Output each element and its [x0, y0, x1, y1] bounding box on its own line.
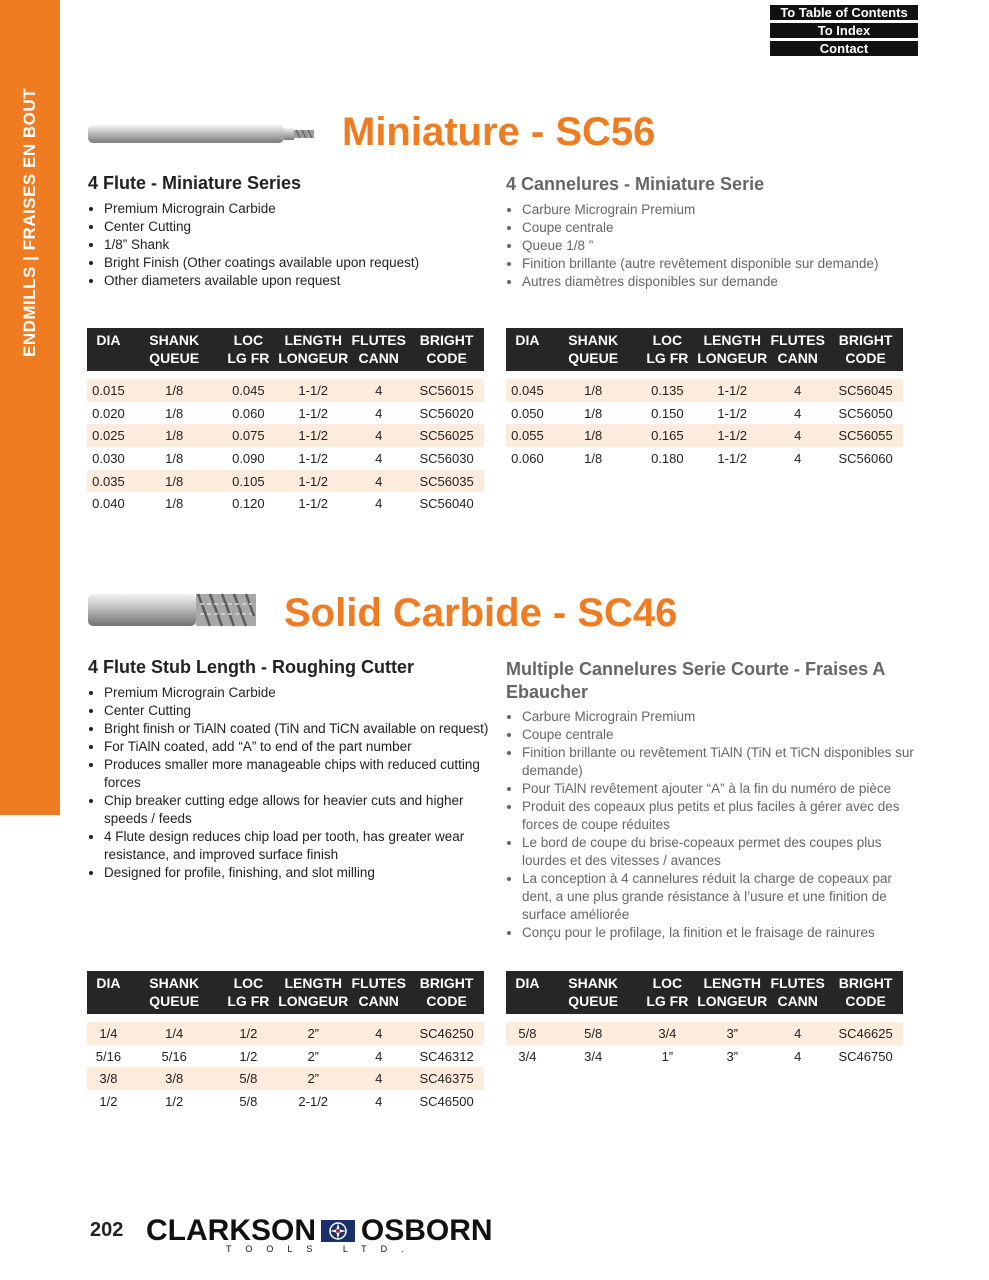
cell-length: 2-1/2 [298, 1093, 329, 1109]
feature-item: • La conception à 4 cannelures réduit la charge de copeaux par dent, a une plus grande résistance à l’usure et une finition de surface améliorée [522, 870, 922, 924]
col-flutes [767, 971, 828, 1014]
cell-flutes: 4 [348, 424, 409, 447]
col-loc [638, 328, 698, 371]
header-label: CODE [845, 993, 886, 1009]
cell-code: SC56050 [838, 405, 893, 421]
header-label: BRIGHT [838, 332, 893, 348]
header-label: LG FR [227, 993, 270, 1009]
cell-shank: 1/8 [549, 379, 638, 402]
cell-length: 3” [697, 1022, 767, 1045]
cell-loc: 0.090 [232, 450, 265, 466]
cell-flutes: 4 [348, 379, 409, 402]
table-spacer [87, 1014, 484, 1022]
cell-shank: 1/8 [130, 470, 219, 493]
col-flutes [348, 971, 409, 1014]
sc46-heading-en: 4 Flute Stub Length - Roughing Cutter [88, 657, 414, 677]
header-label: LENGTH [284, 332, 343, 348]
header-label: LOC [233, 975, 264, 991]
header-label: SHANK [149, 332, 200, 348]
cell-length: 1-1/2 [697, 379, 767, 402]
table-spacer [506, 371, 903, 379]
sc56-features-fr [506, 201, 922, 291]
feature-item: • Coupe centrale [522, 219, 922, 237]
col-code [409, 971, 484, 1014]
header-label: LOC [652, 975, 683, 991]
cell-shank: 1/8 [584, 405, 603, 421]
col-code [828, 328, 903, 371]
miniature-endmill-image [88, 119, 314, 149]
logo-text-left: CLARKSON [146, 1214, 316, 1247]
cell-loc: 0.150 [651, 405, 684, 421]
table-row [506, 447, 903, 470]
spacer-cell [87, 1014, 484, 1022]
cell-dia: 0.035 [87, 470, 130, 493]
header-label: BRIGHT [419, 332, 474, 348]
cell-flutes: 4 [375, 450, 383, 466]
cell-loc: 5/8 [239, 1093, 258, 1109]
col-loc [219, 971, 279, 1014]
table-row [87, 1090, 484, 1113]
cell-code: SC56040 [419, 496, 474, 512]
cell-dia: 5/8 [506, 1022, 549, 1045]
section-sidebar [0, 0, 60, 815]
sc56-features-en [88, 200, 504, 290]
header-label: CANN [358, 993, 399, 1009]
cell-dia: 1/2 [99, 1093, 118, 1109]
table-row [506, 1045, 903, 1068]
cell-flutes: 4 [348, 1022, 409, 1045]
cell-shank: 1/8 [165, 405, 184, 421]
header-label: FLUTES [770, 975, 825, 991]
cell-code: SC46312 [419, 1048, 474, 1064]
cell-length: 1-1/2 [717, 450, 748, 466]
header-label: CODE [426, 993, 467, 1009]
cell-length: 2” [307, 1048, 320, 1064]
feature-item: • Designed for profile, finishing, and slot milling [104, 864, 494, 882]
cell-code: SC56015 [409, 379, 484, 402]
feature-item: • Carbure Micrograin Premium [522, 708, 922, 726]
cell-shank: 5/16 [161, 1048, 187, 1064]
feature-item: • Premium Micrograin Carbide [104, 200, 504, 218]
cell-length: 1-1/2 [298, 450, 329, 466]
spacer-cell [506, 371, 903, 379]
header-label: QUEUE [149, 993, 200, 1009]
cell-length: 2” [278, 1022, 348, 1045]
feature-item: • Bright Finish (Other coatings available upon request) [104, 254, 504, 272]
cell-length: 1-1/2 [278, 424, 348, 447]
table-row [506, 402, 903, 425]
sc56-table-right [506, 328, 903, 470]
col-loc [637, 971, 697, 1014]
sc46-heading-fr: Multiple Cannelures Serie Courte - Fraises A Ebaucher [506, 659, 885, 702]
header-label: LENGTH [284, 975, 343, 991]
cell-dia: 0.025 [87, 424, 130, 447]
header-label: DIA [515, 332, 540, 348]
cell-loc: 0.075 [219, 424, 279, 447]
header-label: FLUTES [351, 975, 406, 991]
table-row [87, 1022, 484, 1045]
col-shank [549, 971, 638, 1014]
cell-flutes: 4 [767, 379, 828, 402]
page-number: 202 [90, 1219, 124, 1241]
logo-tagline: TOOLS LTD. [226, 1244, 418, 1254]
cell-loc: 0.120 [232, 496, 265, 512]
feature-item: • 1/8” Shank [104, 236, 504, 254]
col-loc [219, 328, 279, 371]
feature-item: • Produces smaller more manageable chips with reduced cutting forces [104, 756, 494, 792]
cell-loc: 5/8 [219, 1067, 279, 1090]
feature-item: • Carbure Micrograin Premium [522, 201, 922, 219]
cell-shank: 1/8 [549, 424, 638, 447]
header-label: DIA [96, 332, 121, 348]
sc56-heading-en: 4 Flute - Miniature Series [88, 173, 302, 193]
cell-shank: 5/8 [549, 1022, 638, 1045]
table-row [87, 424, 484, 447]
logo-text-right: OSBORN [360, 1214, 493, 1247]
cell-length: 1-1/2 [298, 405, 329, 421]
feature-item: • Pour TiAlN revêtement ajouter “A” à la fin du numéro de pièce [522, 780, 922, 798]
table-row [87, 379, 484, 402]
cell-length: 1-1/2 [697, 424, 767, 447]
cell-flutes: 4 [348, 1067, 409, 1090]
cell-loc: 0.135 [638, 379, 698, 402]
cell-shank: 1/8 [130, 379, 219, 402]
cell-dia: 0.015 [87, 379, 130, 402]
contact-link[interactable]: Contact [770, 41, 918, 56]
sc56-heading-fr: 4 Cannelures - Miniature Serie [506, 174, 765, 194]
feature-item: • For TiAlN coated, add “A” to end of the part number [104, 738, 494, 756]
cell-dia: 3/8 [87, 1067, 130, 1090]
cell-code: SC46625 [828, 1022, 903, 1045]
cell-dia: 0.030 [92, 450, 125, 466]
cell-length: 1-1/2 [298, 496, 329, 512]
header-label: BRIGHT [419, 975, 474, 991]
cell-code: SC46250 [409, 1022, 484, 1045]
cell-shank: 1/8 [584, 450, 603, 466]
table-row [506, 379, 903, 402]
header-label: SHANK [568, 975, 619, 991]
header-label: CODE [426, 350, 467, 366]
col-dia [87, 328, 130, 371]
col-flutes [767, 328, 828, 371]
table-header [506, 328, 903, 371]
header-label: LG FR [646, 993, 689, 1009]
sc46-features-en [88, 684, 494, 882]
header-label: LONGEUR [697, 350, 768, 366]
cell-loc: 0.180 [651, 450, 684, 466]
cell-loc: 1/2 [239, 1048, 258, 1064]
cell-dia: 5/16 [95, 1048, 122, 1064]
col-length [278, 971, 348, 1014]
sc56-title: Miniature - SC56 [342, 110, 656, 154]
cell-code: SC56025 [409, 424, 484, 447]
header-label: LOC [233, 332, 264, 348]
header-label: FLUTES [351, 332, 406, 348]
header-label: LONGEUR [697, 993, 768, 1009]
col-shank [130, 971, 219, 1014]
col-code [828, 971, 903, 1014]
header-label: CANN [777, 350, 818, 366]
cell-length: 1-1/2 [278, 379, 348, 402]
table-row [87, 447, 484, 470]
cell-shank: 1/8 [130, 424, 219, 447]
table-spacer [506, 1014, 903, 1022]
cell-shank: 1/8 [165, 450, 184, 466]
cell-loc: 1” [661, 1048, 674, 1064]
header-label: CANN [358, 350, 399, 366]
feature-item: • Premium Micrograin Carbide [104, 684, 494, 702]
table-row [87, 492, 484, 515]
cell-flutes: 4 [375, 1048, 383, 1064]
sc46-table-right [506, 971, 903, 1067]
header-label: LENGTH [703, 975, 761, 991]
header-label: LG FR [227, 350, 270, 366]
feature-item: • Coupe centrale [522, 726, 922, 744]
feature-item: • Center Cutting [104, 702, 494, 720]
feature-item: • 4 Flute design reduces chip load per tooth, has greater wear resistance, and improved surface finish [104, 828, 494, 864]
cell-code: SC46375 [409, 1067, 484, 1090]
cell-flutes: 4 [375, 405, 383, 421]
cell-shank: 1/8 [165, 496, 184, 512]
table-row [87, 470, 484, 493]
cell-length: 2” [278, 1067, 348, 1090]
table-row [87, 1067, 484, 1090]
cell-length: 3” [726, 1048, 738, 1064]
cell-flutes: 4 [767, 1022, 828, 1045]
cell-loc: 0.060 [232, 405, 265, 421]
section-label: ENDMILLS | FRAISES EN BOUT [20, 88, 39, 357]
cell-dia: 0.050 [511, 405, 544, 421]
logo-emblem-icon [321, 1220, 355, 1242]
header-label: SHANK [149, 975, 200, 991]
feature-item: • Bright finish or TiAlN coated (TiN and TiCN available on request) [104, 720, 494, 738]
table-of-contents-link[interactable]: To Table of Contents [770, 5, 918, 20]
cell-loc: 0.165 [638, 424, 698, 447]
header-label: SHANK [568, 332, 619, 348]
feature-item: • Produit des copeaux plus petits et plus faciles à gérer avec des forces de coupe réduites [522, 798, 922, 834]
feature-item: • Le bord de coupe du brise-copeaux permet des coupes plus lourdes et des vitesses / avances [522, 834, 922, 870]
col-flutes [348, 328, 409, 371]
header-label: CODE [845, 350, 886, 366]
sc46-table-left [87, 971, 484, 1113]
header-label: CANN [777, 993, 818, 1009]
table-header [87, 971, 484, 1014]
cell-code: SC46500 [419, 1093, 474, 1109]
index-link[interactable]: To Index [770, 23, 918, 38]
table-row [87, 402, 484, 425]
header-label: QUEUE [568, 350, 619, 366]
cell-flutes: 4 [375, 496, 383, 512]
cell-flutes: 4 [794, 1048, 802, 1064]
header-label: QUEUE [568, 993, 619, 1009]
feature-item: • Chip breaker cutting edge allows for heavier cuts and higher speeds / feeds [104, 792, 494, 828]
table-header [506, 971, 903, 1014]
table-row [506, 1022, 903, 1045]
cell-dia: 0.040 [92, 496, 125, 512]
cell-code: SC56055 [828, 424, 903, 447]
spacer-cell [87, 371, 484, 379]
cell-code: SC56035 [409, 470, 484, 493]
sc46-title: Solid Carbide - SC46 [284, 591, 678, 635]
cell-flutes: 4 [348, 470, 409, 493]
table-header [87, 328, 484, 371]
table-row [87, 1045, 484, 1068]
cell-dia: 0.060 [511, 450, 544, 466]
cell-loc: 3/4 [637, 1022, 697, 1045]
col-dia [506, 328, 549, 371]
feature-item: • Finition brillante (autre revêtement disponible sur demande) [522, 255, 922, 273]
col-length [278, 328, 348, 371]
header-label: QUEUE [149, 350, 200, 366]
cell-shank: 1/4 [130, 1022, 219, 1045]
cell-dia: 0.045 [506, 379, 549, 402]
cell-code: SC56020 [419, 405, 474, 421]
cell-length: 1-1/2 [717, 405, 748, 421]
header-label: LG FR [646, 350, 689, 366]
feature-item: • Finition brillante ou revêtement TiAlN (TiN et TiCN disponibles sur demande) [522, 744, 922, 780]
roughing-endmill-image [88, 590, 256, 630]
header-label: DIA [96, 975, 121, 991]
cell-length: 1-1/2 [278, 470, 348, 493]
col-length [697, 971, 767, 1014]
cell-flutes: 4 [794, 450, 802, 466]
feature-item: • Queue 1/8 ” [522, 237, 922, 255]
col-shank [130, 328, 219, 371]
spacer-cell [506, 1014, 903, 1022]
col-shank [549, 328, 638, 371]
feature-item: • Conçu pour le profilage, la finition et le fraisage de rainures [522, 924, 922, 942]
header-label: DIA [515, 975, 540, 991]
col-length [697, 328, 767, 371]
cell-flutes: 4 [794, 405, 802, 421]
table-spacer [87, 371, 484, 379]
header-label: BRIGHT [838, 975, 893, 991]
cell-shank: 3/4 [584, 1048, 603, 1064]
feature-item: • Other diameters available upon request [104, 272, 504, 290]
cell-loc: 1/2 [219, 1022, 279, 1045]
cell-shank: 3/8 [130, 1067, 219, 1090]
nav-links [770, 5, 918, 59]
cell-loc: 0.045 [219, 379, 279, 402]
col-code [409, 328, 484, 371]
cell-code: SC56030 [419, 450, 474, 466]
header-label: LONGEUR [278, 993, 349, 1009]
cell-flutes: 4 [375, 1093, 383, 1109]
cell-dia: 3/4 [518, 1048, 537, 1064]
cell-code: SC56045 [828, 379, 903, 402]
feature-item: • Center Cutting [104, 218, 504, 236]
sc46-features-fr [506, 708, 922, 942]
header-label: LOC [652, 332, 683, 348]
cell-code: SC46750 [838, 1048, 893, 1064]
cell-shank: 1/2 [165, 1093, 184, 1109]
table-row [506, 424, 903, 447]
feature-item: • Autres diamètres disponibles sur demande [522, 273, 922, 291]
sc56-table-left [87, 328, 484, 515]
col-dia [506, 971, 549, 1014]
cell-loc: 0.105 [219, 470, 279, 493]
cell-code: SC56060 [838, 450, 893, 466]
cell-dia: 0.055 [506, 424, 549, 447]
header-label: LONGEUR [278, 350, 349, 366]
cell-dia: 0.020 [92, 405, 125, 421]
company-logo [146, 1214, 493, 1254]
header-label: FLUTES [770, 332, 825, 348]
header-label: LENGTH [703, 332, 762, 348]
cell-flutes: 4 [767, 424, 828, 447]
col-dia [87, 971, 130, 1014]
cell-dia: 1/4 [87, 1022, 130, 1045]
